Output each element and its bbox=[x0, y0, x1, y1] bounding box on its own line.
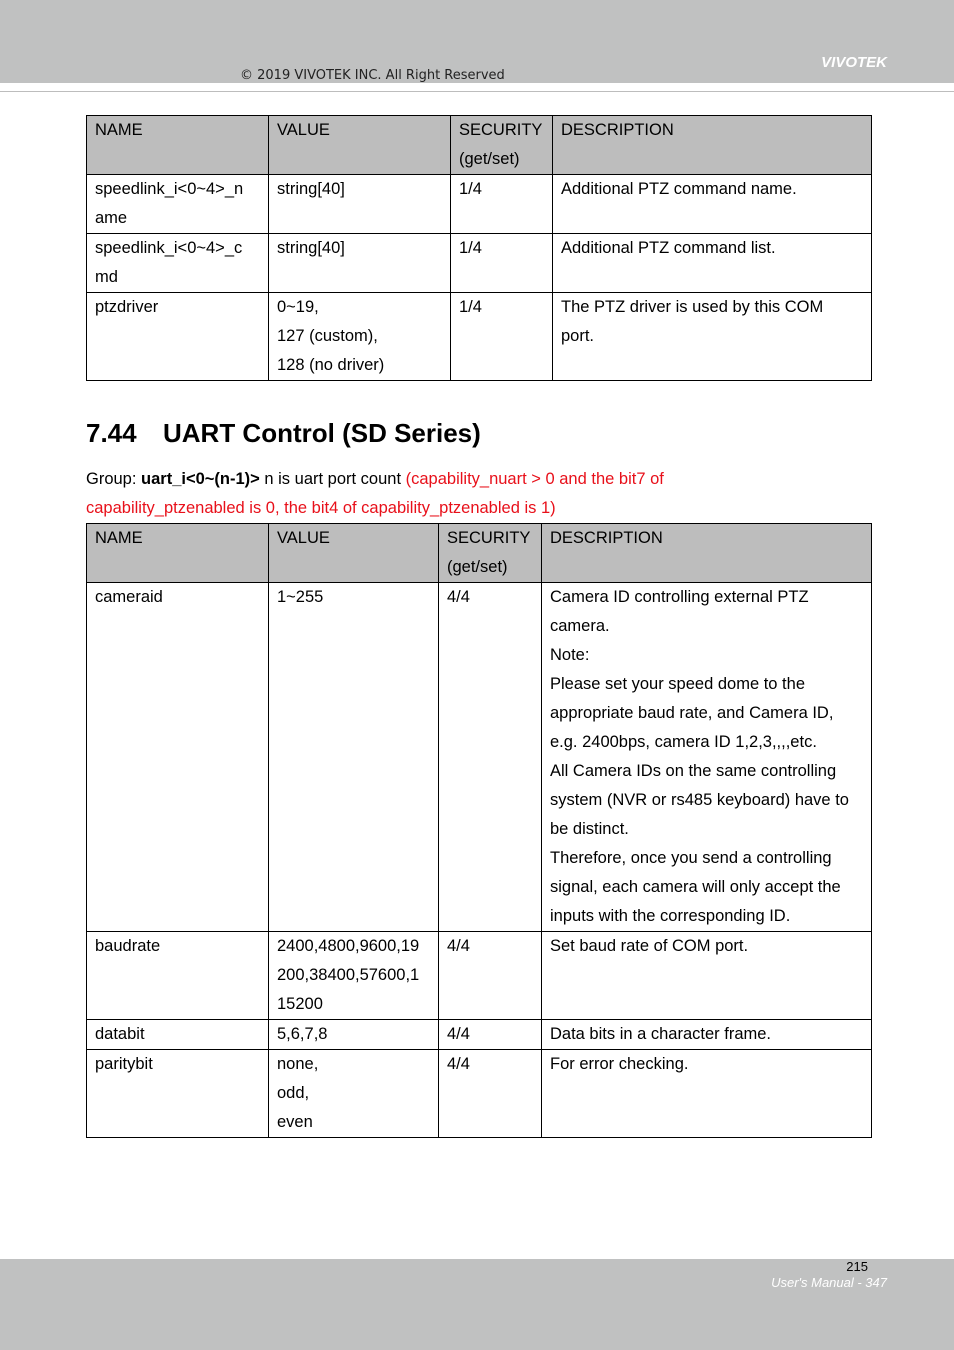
cell-description bbox=[553, 175, 872, 234]
cell-description-line: port. bbox=[561, 327, 595, 345]
table-row bbox=[87, 1020, 872, 1050]
table-row bbox=[87, 932, 872, 1020]
cell-description-line: Therefore, once you send a controlling bbox=[550, 849, 832, 867]
table-header-row bbox=[87, 524, 872, 583]
cell-value-line: 1~255 bbox=[277, 588, 324, 606]
cell-value bbox=[269, 1020, 439, 1050]
table-row bbox=[87, 175, 872, 234]
cell-value-line: 15200 bbox=[277, 995, 323, 1013]
cell-name-line: speedlink_i<0~4>_n bbox=[95, 180, 244, 198]
cell-value bbox=[269, 293, 451, 381]
table-row bbox=[87, 234, 872, 293]
cell-value bbox=[269, 234, 451, 293]
cell-name bbox=[87, 234, 269, 293]
cell-description-line: be distinct. bbox=[550, 820, 629, 838]
cell-value-line: 127 (custom), bbox=[277, 327, 378, 345]
cell-value-line: 200,38400,57600,1 bbox=[277, 966, 420, 984]
cell-name-line: ptzdriver bbox=[95, 298, 159, 316]
cell-description-line: All Camera IDs on the same controlling bbox=[550, 762, 837, 780]
cell-description-line: Camera ID controlling external PTZ bbox=[550, 588, 809, 606]
group-name: uart_i<0~(n-1)> bbox=[141, 470, 260, 488]
parameter-table-speedlink bbox=[86, 115, 872, 381]
group-prefix: Group: bbox=[86, 470, 142, 488]
cell-description-line: Set baud rate of COM port. bbox=[550, 937, 749, 955]
cell-description bbox=[553, 234, 872, 293]
table-header-row bbox=[87, 116, 872, 175]
cell-security: 1/4 bbox=[451, 234, 553, 293]
header-security: SECURITY (get/set) bbox=[439, 524, 542, 583]
cell-value-line: string[40] bbox=[277, 239, 345, 257]
cell-description-line: Additional PTZ command name. bbox=[561, 180, 797, 198]
cell-description bbox=[542, 1050, 872, 1138]
cell-value-line: 5,6,7,8 bbox=[277, 1025, 328, 1043]
cell-description-line: For error checking. bbox=[550, 1055, 689, 1073]
cell-description bbox=[542, 932, 872, 1020]
section-title: UART Control (SD Series) bbox=[163, 418, 481, 448]
cell-name bbox=[87, 175, 269, 234]
section-heading bbox=[86, 418, 481, 449]
cell-value-line: 128 (no driver) bbox=[277, 356, 385, 374]
cell-description-line: camera. bbox=[550, 617, 610, 635]
cell-name-line: paritybit bbox=[95, 1055, 153, 1073]
cell-value-line: string[40] bbox=[277, 180, 345, 198]
cell-name bbox=[87, 293, 269, 381]
cell-security: 1/4 bbox=[451, 293, 553, 381]
cell-description bbox=[553, 293, 872, 381]
header-name: NAME bbox=[87, 116, 269, 175]
cell-description bbox=[542, 1020, 872, 1050]
group-note: n is uart port count bbox=[259, 470, 406, 488]
cell-value-line: even bbox=[277, 1113, 313, 1131]
table-row bbox=[87, 1050, 872, 1138]
header-security: SECURITY (get/set) bbox=[451, 116, 553, 175]
cell-name bbox=[87, 583, 269, 932]
cell-value-line: 2400,4800,9600,19 bbox=[277, 937, 420, 955]
cell-security: 4/4 bbox=[439, 1050, 542, 1138]
cell-value-line: 0~19, bbox=[277, 298, 319, 316]
cell-value-line: odd, bbox=[277, 1084, 310, 1102]
parameter-table-uart bbox=[86, 523, 872, 1138]
header-description: DESCRIPTION bbox=[542, 524, 872, 583]
table-row bbox=[87, 293, 872, 381]
capability-condition-2: capability_ptzenabled is 0, the bit4 of capability_ptzenabled is 1) bbox=[86, 499, 556, 517]
cell-name-line: speedlink_i<0~4>_c bbox=[95, 239, 243, 257]
capability-condition-1: (capability_nuart > 0 and the bit7 of bbox=[405, 470, 664, 488]
header-divider bbox=[0, 91, 954, 92]
cell-description-line: Note: bbox=[550, 646, 590, 664]
header-value: VALUE bbox=[269, 116, 451, 175]
cell-name-line: baudrate bbox=[95, 937, 161, 955]
cell-description-line: The PTZ driver is used by this COM bbox=[561, 298, 824, 316]
cell-name-line: md bbox=[95, 268, 118, 286]
table-row bbox=[87, 583, 872, 932]
cell-description-line: appropriate baud rate, and Camera ID, bbox=[550, 704, 834, 722]
cell-name bbox=[87, 1050, 269, 1138]
footer-band bbox=[0, 1259, 954, 1350]
cell-description-line: Please set your speed dome to the bbox=[550, 675, 805, 693]
cell-security: 4/4 bbox=[439, 583, 542, 932]
cell-description-line: signal, each camera will only accept the bbox=[550, 878, 841, 896]
header-value: VALUE bbox=[269, 524, 439, 583]
header-name: NAME bbox=[87, 524, 269, 583]
cell-value bbox=[269, 1050, 439, 1138]
cell-security: 4/4 bbox=[439, 932, 542, 1020]
section-number: 7.44 bbox=[86, 418, 137, 448]
cell-security: 4/4 bbox=[439, 1020, 542, 1050]
cell-name-line: databit bbox=[95, 1025, 145, 1043]
cell-value bbox=[269, 583, 439, 932]
cell-description-line: system (NVR or rs485 keyboard) have to bbox=[550, 791, 849, 809]
cell-name bbox=[87, 932, 269, 1020]
brand-logo: VIVOTEK bbox=[821, 54, 887, 71]
group-description bbox=[86, 465, 664, 494]
cell-name bbox=[87, 1020, 269, 1050]
cell-description-line: e.g. 2400bps, camera ID 1,2,3,,,,etc. bbox=[550, 733, 817, 751]
page-number: 215 bbox=[846, 1259, 868, 1274]
cell-description bbox=[542, 583, 872, 932]
cell-name-line: ame bbox=[95, 209, 128, 227]
cell-name-line: cameraid bbox=[95, 588, 163, 606]
copyright-notice: © 2019 VIVOTEK INC. All Right Reserved bbox=[240, 68, 505, 83]
cell-value-line: none, bbox=[277, 1055, 319, 1073]
header-description: DESCRIPTION bbox=[553, 116, 872, 175]
cell-value bbox=[269, 175, 451, 234]
cell-value bbox=[269, 932, 439, 1020]
cell-description-line: inputs with the corresponding ID. bbox=[550, 907, 791, 925]
cell-description-line: Additional PTZ command list. bbox=[561, 239, 776, 257]
manual-page-label: User's Manual - 347 bbox=[771, 1275, 887, 1290]
cell-description-line: Data bits in a character frame. bbox=[550, 1025, 772, 1043]
cell-security: 1/4 bbox=[451, 175, 553, 234]
